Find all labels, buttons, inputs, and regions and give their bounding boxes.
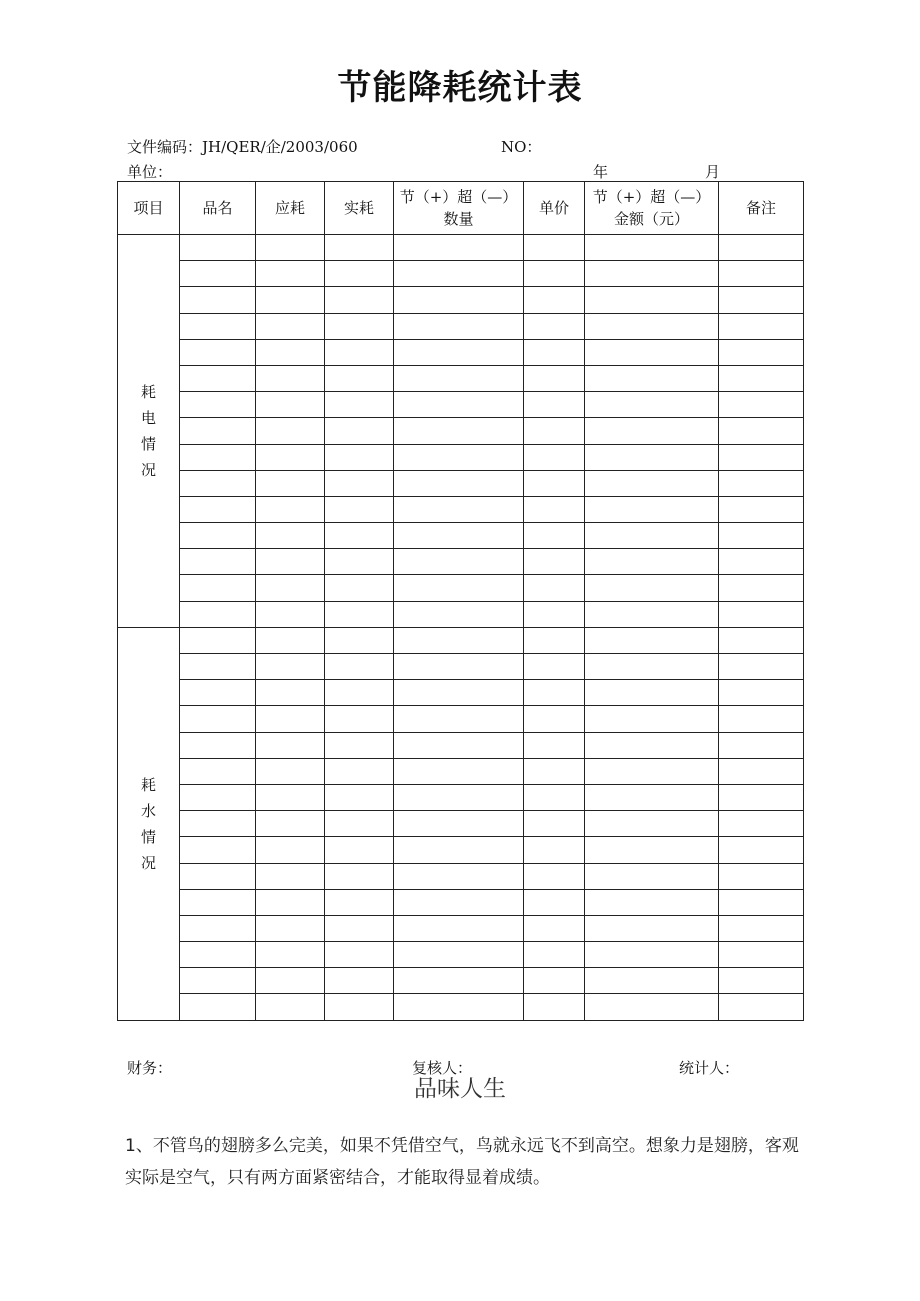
table-cell[interactable] [394, 313, 524, 339]
table-cell[interactable] [585, 313, 719, 339]
table-cell[interactable] [719, 942, 804, 968]
table-cell[interactable] [585, 261, 719, 287]
table-body [118, 235, 804, 1021]
table-cell[interactable] [719, 549, 804, 575]
table-cell[interactable] [524, 706, 585, 732]
table-row [118, 365, 804, 391]
table-cell[interactable] [719, 601, 804, 627]
table-cell[interactable] [524, 968, 585, 994]
table-cell[interactable] [325, 942, 394, 968]
table-cell[interactable] [394, 942, 524, 968]
table-cell[interactable] [524, 261, 585, 287]
table-cell[interactable] [256, 627, 325, 653]
table-cell[interactable] [325, 706, 394, 732]
table-cell[interactable] [394, 261, 524, 287]
table-cell[interactable] [180, 287, 256, 313]
table-cell[interactable] [719, 889, 804, 915]
table-row [118, 235, 804, 261]
table-cell[interactable] [719, 811, 804, 837]
table-cell[interactable] [256, 392, 325, 418]
table-cell[interactable] [180, 784, 256, 810]
table-cell[interactable] [394, 680, 524, 706]
table-cell[interactable] [325, 287, 394, 313]
table-cell[interactable] [180, 261, 256, 287]
group-label-char: 情 [140, 827, 156, 846]
group-label-cell [118, 235, 180, 628]
table-cell[interactable] [256, 784, 325, 810]
table-cell[interactable] [180, 627, 256, 653]
table-cell[interactable] [524, 837, 585, 863]
table-cell[interactable] [256, 706, 325, 732]
table-cell[interactable] [524, 863, 585, 889]
table-cell[interactable] [585, 549, 719, 575]
table-cell[interactable] [325, 863, 394, 889]
table-cell[interactable] [256, 339, 325, 365]
table-cell[interactable] [180, 811, 256, 837]
table-cell[interactable] [585, 287, 719, 313]
table-cell[interactable] [524, 654, 585, 680]
table-cell[interactable] [585, 968, 719, 994]
table-cell[interactable] [325, 418, 394, 444]
header-expected: 应耗 [256, 182, 325, 235]
table-row [118, 889, 804, 915]
table-row [118, 470, 804, 496]
table-cell[interactable] [256, 942, 325, 968]
table-cell[interactable] [585, 915, 719, 941]
table-cell[interactable] [325, 261, 394, 287]
table-cell[interactable] [719, 654, 804, 680]
table-cell[interactable] [180, 889, 256, 915]
table-cell[interactable] [585, 654, 719, 680]
table-cell[interactable] [524, 444, 585, 470]
table-cell[interactable] [719, 837, 804, 863]
table-cell[interactable] [325, 365, 394, 391]
table-cell[interactable] [394, 811, 524, 837]
table-cell[interactable] [180, 706, 256, 732]
table-cell[interactable] [394, 444, 524, 470]
section-title: 品味人生 [414, 1076, 506, 1102]
table-cell[interactable] [524, 784, 585, 810]
table-row [118, 444, 804, 470]
table-cell[interactable] [394, 706, 524, 732]
table-cell[interactable] [585, 994, 719, 1020]
table-cell[interactable] [180, 313, 256, 339]
table-cell[interactable] [719, 313, 804, 339]
table-cell[interactable] [524, 811, 585, 837]
table-cell[interactable] [524, 470, 585, 496]
table-cell[interactable] [325, 235, 394, 261]
table-cell[interactable] [719, 235, 804, 261]
table-cell[interactable] [719, 863, 804, 889]
table-cell[interactable] [256, 261, 325, 287]
header-quantity-line2: 数量 [443, 210, 474, 228]
group-label-char: 况 [140, 853, 156, 872]
table-cell[interactable] [325, 654, 394, 680]
table-cell[interactable] [394, 365, 524, 391]
table-row [118, 758, 804, 784]
table-cell[interactable] [180, 470, 256, 496]
table-cell[interactable] [256, 863, 325, 889]
table-cell[interactable] [325, 837, 394, 863]
table-cell[interactable] [524, 758, 585, 784]
table-cell[interactable] [394, 418, 524, 444]
table-cell[interactable] [256, 680, 325, 706]
table-cell[interactable] [394, 968, 524, 994]
table-cell[interactable] [325, 496, 394, 522]
table-cell[interactable] [256, 968, 325, 994]
table-cell[interactable] [524, 496, 585, 522]
table-row [118, 601, 804, 627]
table-cell[interactable] [719, 784, 804, 810]
group-label-cell [118, 627, 180, 1020]
table-cell[interactable] [325, 811, 394, 837]
table-row [118, 837, 804, 863]
table-cell[interactable] [719, 523, 804, 549]
table-cell[interactable] [719, 968, 804, 994]
table-cell[interactable] [585, 235, 719, 261]
table-row [118, 968, 804, 994]
table-cell[interactable] [180, 654, 256, 680]
table-header-row [118, 182, 804, 235]
table-cell[interactable] [585, 418, 719, 444]
table-cell[interactable] [524, 313, 585, 339]
table-cell[interactable] [180, 365, 256, 391]
table-cell[interactable] [256, 758, 325, 784]
table-cell[interactable] [325, 732, 394, 758]
table-row [118, 942, 804, 968]
table-cell[interactable] [394, 863, 524, 889]
table-cell[interactable] [394, 392, 524, 418]
table-cell[interactable] [256, 549, 325, 575]
table-cell[interactable] [719, 994, 804, 1020]
table-cell[interactable] [325, 523, 394, 549]
table-cell[interactable] [585, 837, 719, 863]
table-cell[interactable] [524, 418, 585, 444]
table-cell[interactable] [180, 732, 256, 758]
table-cell[interactable] [585, 444, 719, 470]
table-cell[interactable] [325, 627, 394, 653]
table-cell[interactable] [180, 392, 256, 418]
table-cell[interactable] [256, 365, 325, 391]
table-cell[interactable] [325, 784, 394, 810]
table-cell[interactable] [585, 365, 719, 391]
table-cell[interactable] [524, 287, 585, 313]
table-cell[interactable] [180, 837, 256, 863]
header-note: 备注 [719, 182, 804, 235]
table-cell[interactable] [394, 470, 524, 496]
table-cell[interactable] [719, 915, 804, 941]
table-cell[interactable] [180, 523, 256, 549]
table-cell[interactable] [585, 784, 719, 810]
group-label-char: 水 [140, 801, 156, 820]
table-cell[interactable] [256, 523, 325, 549]
table-cell[interactable] [256, 235, 325, 261]
table-cell[interactable] [719, 575, 804, 601]
table-cell[interactable] [394, 915, 524, 941]
table-cell[interactable] [585, 575, 719, 601]
header-quantity-line1: 节（+）超（—） [399, 188, 518, 206]
table-cell[interactable] [256, 915, 325, 941]
table-row [118, 496, 804, 522]
no-label: NO： [501, 138, 542, 156]
table-cell[interactable] [256, 470, 325, 496]
table-cell[interactable] [394, 837, 524, 863]
table-row [118, 523, 804, 549]
table-cell[interactable] [325, 339, 394, 365]
table-cell[interactable] [325, 994, 394, 1020]
page-title: 节能降耗统计表 [337, 68, 583, 108]
table-cell[interactable] [585, 680, 719, 706]
table-cell[interactable] [585, 339, 719, 365]
table-cell[interactable] [585, 601, 719, 627]
table-cell[interactable] [585, 706, 719, 732]
table-cell[interactable] [180, 601, 256, 627]
table-cell[interactable] [524, 680, 585, 706]
table-cell[interactable] [180, 496, 256, 522]
table-cell[interactable] [394, 523, 524, 549]
table-row [118, 418, 804, 444]
table-cell[interactable] [325, 601, 394, 627]
table-cell[interactable] [394, 339, 524, 365]
file-code: 文件编码：JH/QER/企/2003/060 [127, 138, 358, 156]
table-cell[interactable] [325, 575, 394, 601]
table-row [118, 575, 804, 601]
table-row [118, 994, 804, 1020]
table-cell[interactable] [394, 994, 524, 1020]
table-cell[interactable] [719, 392, 804, 418]
table-row [118, 313, 804, 339]
table-cell[interactable] [585, 470, 719, 496]
table-row [118, 392, 804, 418]
table-cell[interactable] [325, 392, 394, 418]
footer-statistician: 统计人： [679, 1059, 740, 1077]
table-cell[interactable] [256, 811, 325, 837]
quote-paragraph: 1、不管鸟的翅膀多么完美，如果不凭借空气，鸟就永远飞不到高空。想象力是翅膀，客观实际是空气，只有两方面紧密结合，才能取得显着成绩。 [125, 1136, 799, 1188]
header-quantity [394, 182, 524, 235]
table-cell[interactable] [256, 575, 325, 601]
table-cell[interactable] [180, 339, 256, 365]
footer-finance: 财务： [127, 1059, 173, 1077]
table-cell[interactable] [394, 732, 524, 758]
table-row [118, 287, 804, 313]
table-cell[interactable] [585, 392, 719, 418]
table-cell[interactable] [256, 601, 325, 627]
table-cell[interactable] [585, 523, 719, 549]
table-cell[interactable] [256, 654, 325, 680]
header-amount-line1: 节（+）超（—） [592, 188, 711, 206]
table-cell[interactable] [394, 627, 524, 653]
table-cell[interactable] [256, 418, 325, 444]
table-cell[interactable] [524, 523, 585, 549]
table-cell[interactable] [325, 444, 394, 470]
table-cell[interactable] [719, 706, 804, 732]
group-label-char: 耗 [140, 382, 156, 401]
table-cell[interactable] [524, 915, 585, 941]
table-cell[interactable] [524, 942, 585, 968]
year-label: 年 [593, 163, 609, 181]
table-cell[interactable] [180, 680, 256, 706]
table-row [118, 863, 804, 889]
group-label-char: 情 [140, 434, 156, 453]
table-row [118, 339, 804, 365]
table-row [118, 680, 804, 706]
table-cell[interactable] [180, 235, 256, 261]
table-row [118, 654, 804, 680]
header-amount [585, 182, 719, 235]
header-name: 品名 [180, 182, 256, 235]
table-cell[interactable] [180, 418, 256, 444]
table-cell[interactable] [719, 470, 804, 496]
table-cell[interactable] [394, 758, 524, 784]
table-cell[interactable] [325, 470, 394, 496]
table-cell[interactable] [180, 863, 256, 889]
table-cell[interactable] [585, 942, 719, 968]
table-cell[interactable] [719, 758, 804, 784]
table-cell[interactable] [719, 680, 804, 706]
table-cell[interactable] [180, 444, 256, 470]
table-cell[interactable] [524, 994, 585, 1020]
table-cell[interactable] [256, 837, 325, 863]
table-cell[interactable] [325, 549, 394, 575]
table-cell[interactable] [585, 889, 719, 915]
table-cell[interactable] [180, 994, 256, 1020]
table-cell[interactable] [256, 313, 325, 339]
table-cell[interactable] [524, 235, 585, 261]
table-cell[interactable] [180, 549, 256, 575]
table-cell[interactable] [394, 889, 524, 915]
table-row [118, 627, 804, 653]
table-cell[interactable] [524, 627, 585, 653]
month-label: 月 [705, 163, 721, 181]
header-item: 项目 [118, 182, 180, 235]
table-cell[interactable] [719, 261, 804, 287]
table-cell[interactable] [325, 889, 394, 915]
table-row [118, 784, 804, 810]
table-cell[interactable] [394, 287, 524, 313]
table-cell[interactable] [719, 287, 804, 313]
table-cell[interactable] [524, 889, 585, 915]
table-cell[interactable] [325, 680, 394, 706]
table-cell[interactable] [524, 575, 585, 601]
table-cell[interactable] [325, 915, 394, 941]
header-amount-line2: 金额（元） [613, 210, 689, 228]
table-cell[interactable] [719, 732, 804, 758]
table-cell[interactable] [719, 418, 804, 444]
table-cell[interactable] [719, 365, 804, 391]
table-row [118, 549, 804, 575]
table-cell[interactable] [325, 968, 394, 994]
table-cell[interactable] [585, 732, 719, 758]
table-row [118, 706, 804, 732]
table-cell[interactable] [394, 496, 524, 522]
group-label-char: 况 [140, 460, 156, 479]
table-cell[interactable] [394, 235, 524, 261]
table-cell[interactable] [719, 444, 804, 470]
footer-reviewer: 复核人： [412, 1059, 473, 1077]
table-cell[interactable] [394, 601, 524, 627]
table-cell[interactable] [524, 601, 585, 627]
table-cell[interactable] [524, 392, 585, 418]
table-row [118, 732, 804, 758]
group-label-char: 电 [140, 408, 156, 427]
table-cell[interactable] [256, 496, 325, 522]
table-cell[interactable] [524, 732, 585, 758]
table-cell[interactable] [180, 758, 256, 784]
table-cell[interactable] [180, 968, 256, 994]
header-price: 单价 [524, 182, 585, 235]
table-cell[interactable] [394, 654, 524, 680]
group-label-char: 耗 [140, 775, 156, 794]
table-row [118, 915, 804, 941]
table-cell[interactable] [585, 496, 719, 522]
table-cell[interactable] [719, 339, 804, 365]
header-actual: 实耗 [325, 182, 394, 235]
table-cell[interactable] [585, 758, 719, 784]
table-cell[interactable] [325, 313, 394, 339]
table-cell[interactable] [394, 549, 524, 575]
table-cell[interactable] [524, 339, 585, 365]
table-cell[interactable] [180, 915, 256, 941]
table-cell[interactable] [585, 863, 719, 889]
table-cell[interactable] [394, 575, 524, 601]
table-cell[interactable] [256, 889, 325, 915]
table-cell[interactable] [180, 942, 256, 968]
table-cell[interactable] [325, 758, 394, 784]
table-cell[interactable] [256, 444, 325, 470]
table-cell[interactable] [256, 732, 325, 758]
table-cell[interactable] [585, 811, 719, 837]
table-cell[interactable] [256, 287, 325, 313]
table-cell[interactable] [180, 575, 256, 601]
statistics-table [117, 181, 804, 1021]
table-cell[interactable] [524, 365, 585, 391]
table-cell[interactable] [256, 994, 325, 1020]
table-cell[interactable] [524, 549, 585, 575]
table-cell[interactable] [585, 627, 719, 653]
table-cell[interactable] [719, 496, 804, 522]
table-cell[interactable] [394, 784, 524, 810]
table-row [118, 261, 804, 287]
unit-label: 单位： [127, 163, 173, 181]
table-row [118, 811, 804, 837]
table-cell[interactable] [719, 627, 804, 653]
